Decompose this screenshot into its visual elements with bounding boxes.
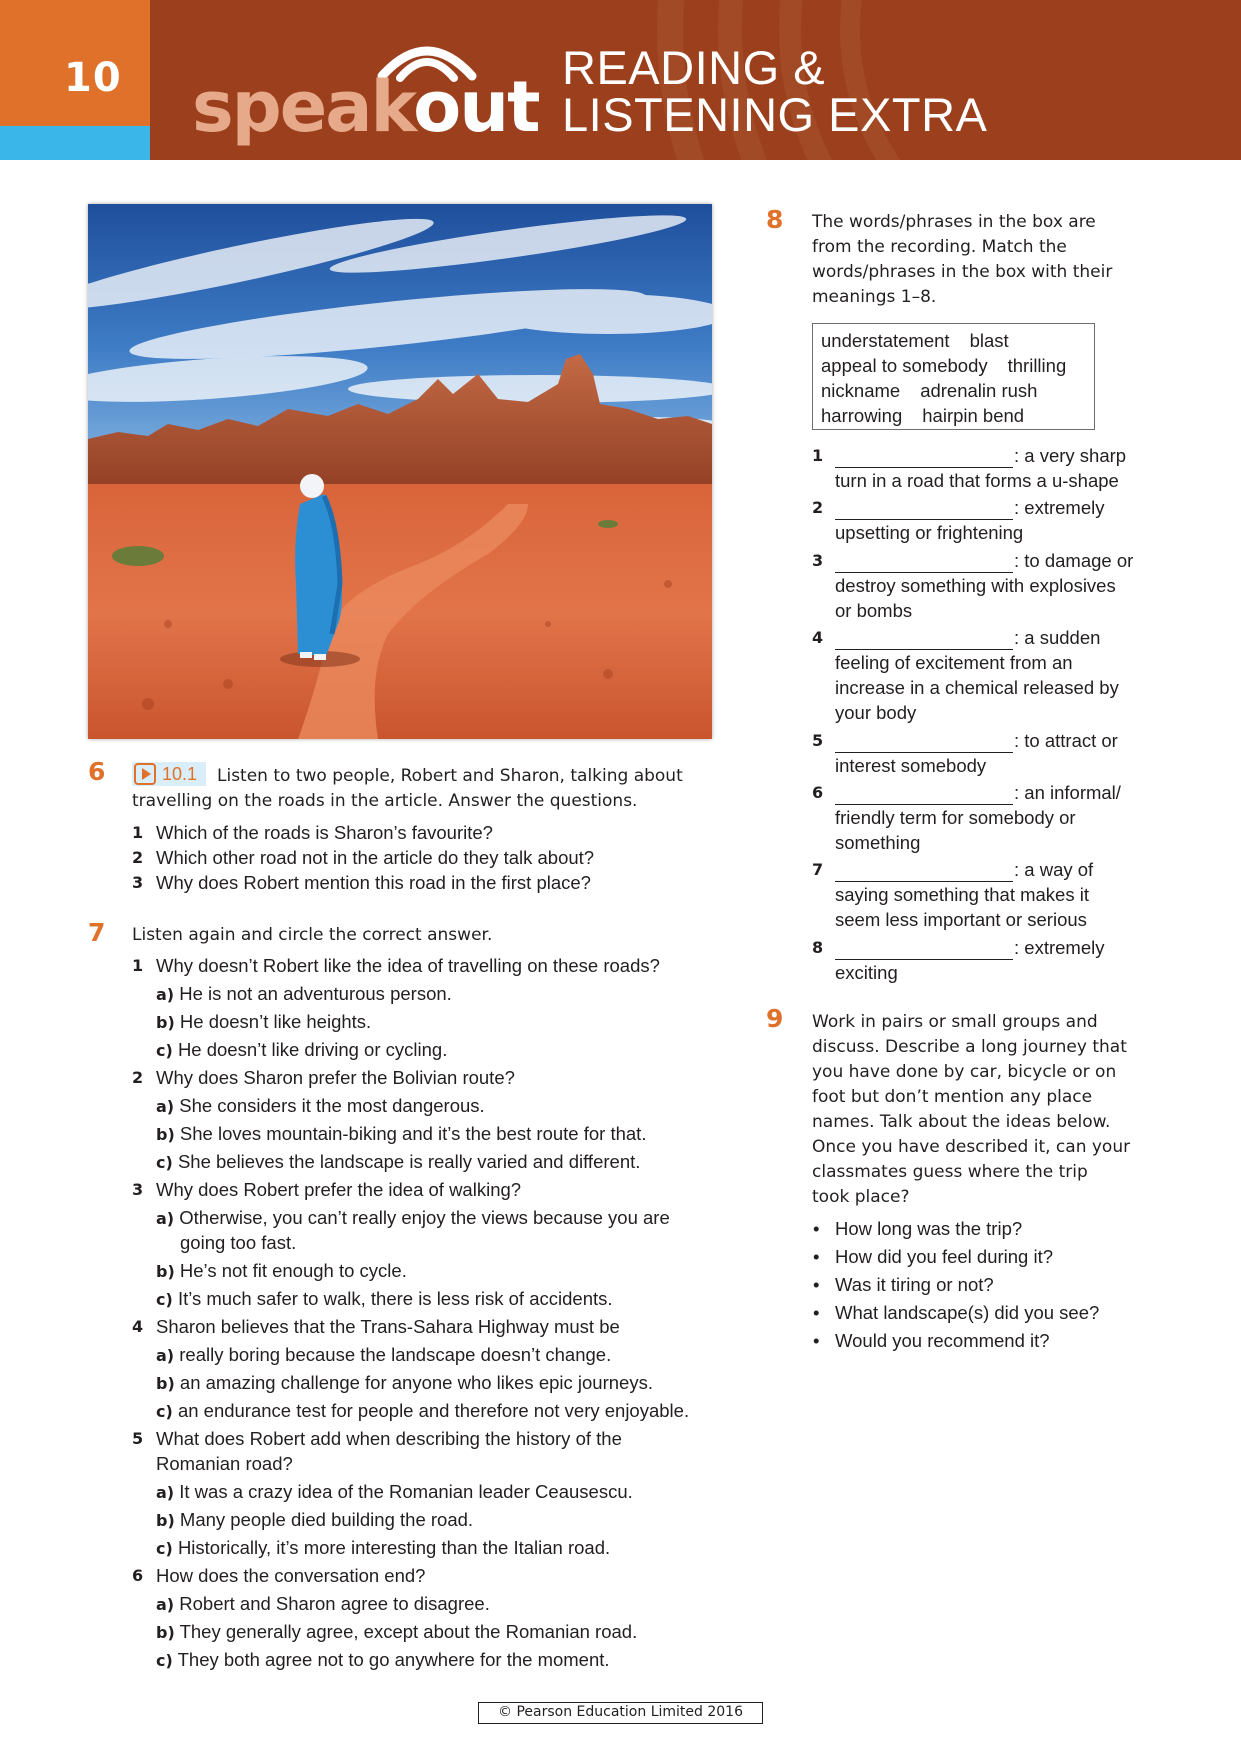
definition-continued: increase in a chemical released by — [835, 677, 1119, 699]
definition-continued: interest somebody — [835, 754, 987, 776]
answer-option[interactable] — [156, 1591, 490, 1617]
box-word: blast — [969, 330, 1009, 351]
answer-blank[interactable] — [835, 942, 1013, 960]
bullet-item: • What landscape(s) did you see? — [835, 1300, 1099, 1325]
exercise-7-instruction: Listen again and circle the correct answer. — [132, 925, 493, 945]
box-word: appeal to somebody — [821, 355, 988, 376]
option-text: He is not an adventurous person. — [179, 983, 452, 1004]
instruction-line: classmates guess where the trip — [812, 1162, 1088, 1182]
item-number: 4 — [812, 628, 824, 648]
exercise-7-number: 7 — [88, 918, 106, 947]
question-text-continued: Romanian road? — [156, 1453, 293, 1474]
audio-track-button[interactable] — [132, 762, 206, 786]
unit-number-box — [0, 0, 150, 126]
bullet-item: • How long was the trip? — [835, 1216, 1022, 1241]
page-title — [562, 41, 988, 141]
answer-option[interactable] — [156, 1149, 640, 1175]
option-text: He’s not fit enough to cycle. — [179, 1260, 407, 1281]
bullet-item: • How did you feel during it? — [835, 1244, 1053, 1269]
option-text: Many people died building the road. — [179, 1509, 474, 1530]
question-number: 2 — [132, 848, 144, 867]
definition-continued: destroy something with explosives — [835, 574, 1116, 596]
answer-option[interactable] — [156, 1507, 473, 1533]
definition-line[interactable] — [835, 443, 1126, 468]
option-letter: a) — [156, 1483, 175, 1502]
definition-text: : a way of — [1014, 859, 1094, 881]
answer-option[interactable] — [156, 1009, 371, 1035]
answer-option[interactable] — [156, 1205, 670, 1231]
instruction-line: from the recording. Match the — [812, 237, 1067, 257]
definition-line[interactable] — [835, 935, 1104, 960]
option-text: He doesn’t like driving or cycling. — [177, 1039, 448, 1060]
instruction-line: took place? — [812, 1187, 910, 1207]
definition-text: : a very sharp — [1014, 445, 1127, 466]
exercise-6-number: 6 — [88, 757, 106, 786]
item-number: 1 — [812, 446, 824, 465]
exercise-6-instruction-2: travelling on the roads in the article. Answer the questions. — [132, 791, 638, 811]
option-letter: c) — [156, 1402, 173, 1421]
exercise-9-number: 9 — [766, 1004, 784, 1033]
definition-continued: turn in a road that forms a u-shape — [835, 470, 1119, 491]
item-number: 6 — [812, 783, 824, 802]
option-text: an amazing challenge for anyone who likes epic journeys. — [179, 1372, 653, 1393]
definition-text: : to attract or — [1014, 729, 1118, 751]
instruction-line: words/phrases in the box with their — [812, 262, 1113, 282]
definition-line[interactable] — [835, 857, 1093, 882]
title-line-1: READING & — [562, 41, 826, 94]
option-letter: c) — [156, 1041, 173, 1060]
definition-continued: your body — [835, 702, 917, 724]
item-number: 2 — [812, 498, 824, 518]
option-text: Historically, it’s more interesting than the Italian road. — [177, 1537, 611, 1558]
option-letter: a) — [156, 1595, 175, 1614]
word-box-row — [821, 403, 1086, 428]
option-text: It’s much safer to walk, there is less risk of accidents. — [177, 1288, 613, 1309]
definition-continued: seem less important or serious — [835, 909, 1087, 931]
option-letter: a) — [156, 1346, 175, 1365]
question-number: 1 — [132, 823, 144, 842]
definition-text: : to damage or — [1014, 549, 1134, 571]
option-letter: c) — [156, 1153, 173, 1172]
unit-number: 10 — [64, 55, 122, 101]
instruction-line: you have done by car, bicycle or on — [812, 1062, 1117, 1082]
question-text: Sharon believes that the Trans-Sahara Highway must be — [156, 1316, 620, 1337]
option-text: He doesn’t like heights. — [179, 1011, 372, 1032]
box-word: thrilling — [1007, 355, 1067, 376]
instruction-line: discuss. Describe a long journey that — [812, 1037, 1127, 1057]
definition-line[interactable] — [835, 728, 1118, 753]
option-letter: a) — [156, 985, 175, 1004]
answer-blank[interactable] — [835, 735, 1013, 753]
definition-line[interactable] — [835, 495, 1104, 520]
answer-blank[interactable] — [835, 632, 1013, 650]
option-text: She loves mountain-biking and it’s the best route for that. — [179, 1123, 647, 1144]
word-box-row — [821, 328, 1086, 353]
question-text: Which other road not in the article do they talk about? — [156, 847, 595, 868]
option-text-continued: going too fast. — [180, 1232, 297, 1253]
question-number: 6 — [132, 1566, 144, 1585]
item-number: 7 — [812, 860, 824, 880]
item-number: 5 — [812, 730, 824, 750]
option-text: She considers it the most dangerous. — [179, 1095, 485, 1116]
option-text: an endurance test for people and therefore not very enjoyable. — [177, 1400, 690, 1421]
play-icon — [134, 763, 156, 785]
option-letter: c) — [156, 1290, 173, 1309]
option-letter: b) — [156, 1125, 175, 1144]
exercise-6-instruction-1: Listen to two people, Robert and Sharon, talking about — [217, 766, 683, 786]
instruction-line: Once you have described it, can your — [812, 1137, 1131, 1157]
question-text: Why doesn’t Robert like the idea of travelling on these roads? — [156, 955, 660, 976]
answer-blank[interactable] — [835, 555, 1013, 573]
answer-blank[interactable] — [835, 502, 1013, 520]
option-letter: a) — [156, 1097, 175, 1116]
option-text: Robert and Sharon agree to disagree. — [179, 1593, 490, 1614]
option-letter: b) — [156, 1623, 175, 1642]
option-letter: c) — [156, 1651, 173, 1670]
box-word: hairpin bend — [922, 405, 1025, 426]
answer-option[interactable] — [156, 1647, 610, 1673]
definition-continued: saying something that makes it — [835, 884, 1089, 906]
definition-text: : an informal/ — [1014, 782, 1121, 803]
box-word: understatement — [821, 330, 950, 351]
instruction-line: Work in pairs or small groups and — [812, 1012, 1098, 1032]
answer-option[interactable] — [156, 1479, 633, 1505]
question-number: 4 — [132, 1317, 144, 1336]
question-text: Which of the roads is Sharon’s favourite? — [156, 822, 493, 843]
definition-line[interactable] — [835, 780, 1121, 805]
desert-illustration — [88, 204, 712, 739]
option-letter: b) — [156, 1013, 175, 1032]
definition-continued: something — [835, 832, 921, 853]
question-text: How does the conversation end? — [156, 1565, 426, 1586]
answer-option[interactable] — [156, 1037, 447, 1063]
option-text: It was a crazy idea of the Romanian leader Ceausescu. — [179, 1481, 633, 1502]
definition-text: : extremely — [1014, 936, 1105, 958]
answer-blank[interactable] — [835, 787, 1013, 805]
box-word: harrowing — [821, 405, 903, 426]
answer-blank[interactable] — [835, 450, 1013, 468]
answer-option[interactable] — [156, 1619, 637, 1645]
answer-blank[interactable] — [835, 864, 1013, 882]
desert-photo — [88, 204, 712, 739]
word-box-row — [821, 353, 1086, 378]
option-letter: b) — [156, 1262, 175, 1281]
option-letter: b) — [156, 1511, 175, 1530]
speakout-logo — [192, 40, 539, 148]
answer-option[interactable] — [156, 1121, 646, 1147]
question-number: 1 — [132, 956, 144, 975]
option-text: She believes the landscape is really varied and different. — [177, 1151, 641, 1172]
question-number: 3 — [132, 1180, 144, 1199]
option-text: They both agree not to go anywhere for the moment. — [177, 1649, 610, 1670]
definition-continued: upsetting or frightening — [835, 522, 1024, 544]
instruction-line: The words/phrases in the box are — [812, 212, 1096, 232]
copyright-footer: © Pearson Education Limited 2016 — [478, 1702, 763, 1724]
answer-option[interactable] — [156, 1535, 610, 1561]
exercise-8-number: 8 — [766, 205, 784, 234]
word-box — [812, 323, 1095, 430]
instruction-line: foot but don’t mention any place — [812, 1087, 1093, 1107]
option-text: really boring because the landscape doesn’t change. — [179, 1344, 612, 1365]
answer-option[interactable] — [156, 1258, 407, 1284]
question-text: Why does Sharon prefer the Bolivian route? — [156, 1067, 515, 1088]
definition-continued: feeling of excitement from an — [835, 652, 1073, 674]
item-number: 3 — [812, 550, 824, 570]
definition-line[interactable] — [835, 548, 1133, 573]
definition-continued: exciting — [835, 961, 898, 983]
option-letter: b) — [156, 1374, 175, 1393]
instruction-line: meanings 1–8. — [812, 287, 937, 307]
answer-option[interactable] — [156, 1093, 485, 1119]
box-word: nickname — [821, 380, 901, 401]
question-text: Why does Robert mention this road in the first place? — [156, 872, 591, 893]
logo-speak: speak — [192, 66, 414, 148]
question-number: 5 — [132, 1429, 144, 1448]
question-text: Why does Robert prefer the idea of walking? — [156, 1179, 522, 1200]
title-line-2: LISTENING EXTRA — [562, 88, 988, 141]
definition-continued: friendly term for somebody or — [835, 807, 1076, 828]
definition-text: : extremely — [1014, 497, 1105, 519]
definition-line[interactable] — [835, 625, 1100, 650]
option-text: They generally agree, except about the Romanian road. — [179, 1621, 638, 1642]
option-letter: a) — [156, 1209, 175, 1228]
logo-out: out — [413, 66, 539, 148]
option-text: Otherwise, you can’t really enjoy the views because you are — [179, 1207, 670, 1228]
box-word: adrenalin rush — [920, 380, 1038, 401]
instruction-line: names. Talk about the ideas below. — [812, 1112, 1111, 1132]
answer-option[interactable] — [156, 1286, 613, 1312]
word-box-row — [821, 378, 1086, 403]
option-letter: c) — [156, 1539, 173, 1558]
question-number: 2 — [132, 1068, 144, 1087]
answer-option[interactable] — [156, 1342, 611, 1368]
question-text: What does Robert add when describing the history of the — [156, 1428, 622, 1449]
audio-track-number: 10.1 — [162, 763, 198, 784]
answer-option[interactable] — [156, 981, 452, 1007]
bullet-item: • Was it tiring or not? — [835, 1272, 994, 1297]
definition-continued: or bombs — [835, 599, 913, 621]
answer-option[interactable] — [156, 1398, 689, 1424]
item-number: 8 — [812, 937, 824, 957]
question-number: 3 — [132, 873, 144, 892]
answer-option[interactable] — [156, 1370, 653, 1396]
unit-accent-bar — [0, 126, 150, 160]
definition-text: : a sudden — [1014, 627, 1101, 649]
bullet-item: • Would you recommend it? — [835, 1328, 1050, 1353]
